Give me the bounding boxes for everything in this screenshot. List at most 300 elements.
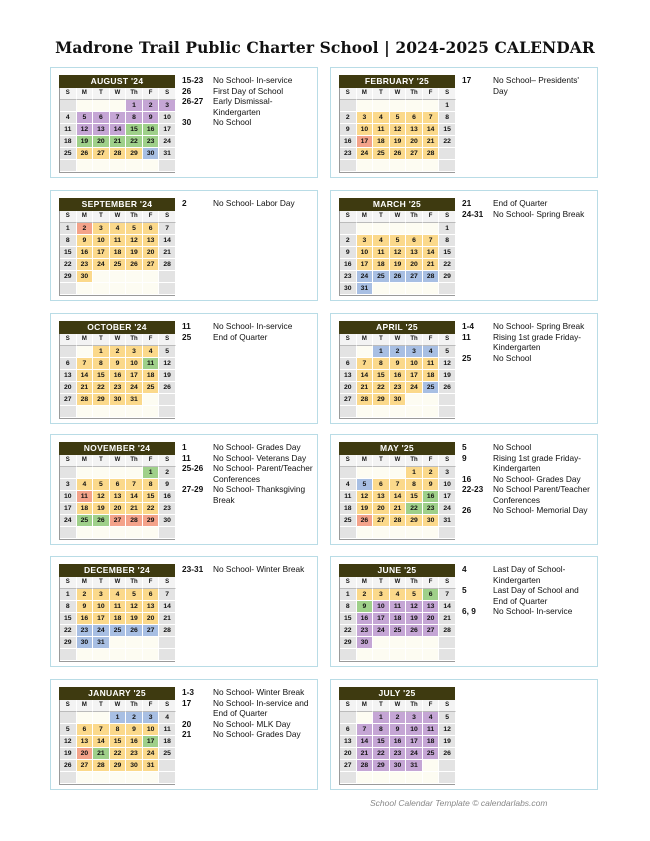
empty-day-cell	[373, 283, 390, 295]
day-cell: 16	[423, 491, 440, 503]
weekday-header: W	[390, 577, 407, 589]
empty-day-cell	[93, 271, 110, 283]
month-title: DECEMBER '24	[59, 564, 175, 577]
day-grid	[340, 211, 454, 295]
day-cell: 26	[93, 515, 110, 527]
note-date: 22-23	[462, 484, 484, 494]
day-cell: 16	[126, 736, 143, 748]
day-cell: 14	[77, 370, 94, 382]
day-cell: 12	[406, 601, 423, 613]
day-cell: 9	[340, 247, 357, 259]
day-cell: 10	[60, 491, 77, 503]
day-grid	[60, 577, 174, 661]
weekday-header: S	[439, 334, 456, 346]
weekday-header: S	[60, 455, 77, 467]
day-cell: 24	[406, 382, 423, 394]
day-cell: 17	[357, 259, 374, 271]
empty-day-cell	[390, 467, 407, 479]
day-cell: 2	[423, 467, 440, 479]
day-cell: 3	[60, 479, 77, 491]
note-item	[462, 75, 594, 96]
day-cell: 18	[423, 370, 440, 382]
empty-day-cell	[357, 467, 374, 479]
day-cell: 30	[357, 637, 374, 649]
month-block	[330, 434, 598, 545]
day-cell: 19	[77, 136, 94, 148]
day-cell: 25	[110, 625, 127, 637]
day-cell: 19	[357, 503, 374, 515]
empty-day-cell	[373, 223, 390, 235]
empty-day-cell	[93, 772, 110, 784]
empty-day-cell	[406, 649, 423, 661]
day-cell: 19	[60, 748, 77, 760]
day-cell: 13	[373, 491, 390, 503]
day-cell: 15	[340, 613, 357, 625]
empty-day-cell	[406, 100, 423, 112]
note-text: No School- Thanksgiving Break	[213, 484, 306, 505]
day-cell: 15	[373, 736, 390, 748]
month-calendar	[59, 442, 175, 540]
day-cell: 6	[423, 589, 440, 601]
day-cell: 10	[126, 358, 143, 370]
day-cell: 13	[406, 247, 423, 259]
empty-day-cell	[93, 283, 110, 295]
month-notes	[182, 687, 314, 740]
month-notes	[462, 321, 594, 363]
day-cell: 16	[77, 247, 94, 259]
weekday-header: S	[439, 88, 456, 100]
empty-day-cell	[423, 527, 440, 539]
month-calendar	[339, 198, 455, 296]
empty-day-cell	[340, 712, 357, 724]
day-cell: 16	[77, 613, 94, 625]
empty-day-cell	[423, 283, 440, 295]
empty-day-cell	[373, 406, 390, 418]
day-cell: 28	[159, 259, 176, 271]
weekday-header: Th	[406, 211, 423, 223]
month-notes	[182, 564, 314, 575]
empty-day-cell	[340, 346, 357, 358]
note-text: Last Day of School and End of Quarter	[493, 585, 579, 606]
empty-day-cell	[406, 406, 423, 418]
empty-day-cell	[60, 467, 77, 479]
month-notes	[182, 75, 314, 128]
weekday-header: Th	[126, 88, 143, 100]
empty-day-cell	[60, 649, 77, 661]
weekday-header: Th	[406, 334, 423, 346]
note-item	[182, 719, 314, 730]
weekday-header: S	[159, 334, 176, 346]
month-notes	[182, 321, 314, 342]
weekday-header: Th	[126, 455, 143, 467]
day-cell: 25	[390, 625, 407, 637]
day-cell: 11	[110, 601, 127, 613]
weekday-header: W	[110, 577, 127, 589]
day-cell: 11	[60, 124, 77, 136]
empty-day-cell	[373, 527, 390, 539]
weekday-header: T	[373, 577, 390, 589]
weekday-header: T	[93, 334, 110, 346]
day-cell: 20	[143, 247, 160, 259]
empty-day-cell	[77, 346, 94, 358]
day-cell: 11	[340, 491, 357, 503]
month-notes	[462, 198, 594, 219]
empty-day-cell	[357, 406, 374, 418]
day-cell: 6	[406, 112, 423, 124]
day-cell: 14	[93, 736, 110, 748]
note-item	[462, 353, 594, 364]
note-date: 25	[462, 352, 472, 363]
weekday-header: F	[143, 88, 160, 100]
weekday-header: W	[390, 211, 407, 223]
note-item	[462, 505, 594, 516]
month-title: SEPTEMBER '24	[59, 198, 175, 211]
day-cell: 1	[60, 223, 77, 235]
empty-day-cell	[373, 637, 390, 649]
day-cell: 4	[143, 346, 160, 358]
day-cell: 20	[93, 136, 110, 148]
day-cell: 29	[373, 760, 390, 772]
note-text: No School- Grades Day	[213, 729, 301, 739]
day-cell: 12	[390, 124, 407, 136]
month-notes	[462, 564, 594, 617]
note-text: No School	[493, 442, 532, 452]
month-notes	[462, 442, 594, 516]
day-grid	[340, 577, 454, 661]
day-cell: 3	[159, 100, 176, 112]
day-cell: 13	[93, 124, 110, 136]
note-date: 5	[462, 442, 467, 452]
day-cell: 8	[60, 601, 77, 613]
note-date: 17	[462, 75, 472, 85]
weekday-header: S	[159, 700, 176, 712]
empty-day-cell	[423, 649, 440, 661]
note-text: Early Dismissal- Kindergarten	[213, 96, 273, 117]
day-cell: 22	[439, 136, 456, 148]
day-cell: 1	[439, 100, 456, 112]
day-cell: 5	[126, 589, 143, 601]
empty-day-cell	[143, 271, 160, 283]
empty-day-cell	[110, 100, 127, 112]
day-grid	[340, 88, 454, 172]
empty-day-cell	[357, 649, 374, 661]
note-date: 2	[182, 198, 187, 208]
day-cell: 22	[406, 503, 423, 515]
day-cell: 14	[423, 124, 440, 136]
day-cell: 8	[143, 479, 160, 491]
month-calendar	[59, 564, 175, 662]
day-cell: 12	[390, 247, 407, 259]
day-cell: 15	[60, 247, 77, 259]
day-cell: 12	[77, 124, 94, 136]
note-text: First Day of School	[213, 85, 284, 96]
day-cell: 19	[439, 736, 456, 748]
note-date: 5	[462, 585, 467, 595]
empty-day-cell	[77, 160, 94, 172]
day-cell: 15	[406, 491, 423, 503]
day-cell: 25	[143, 382, 160, 394]
empty-day-cell	[439, 394, 456, 406]
weekday-header: W	[390, 334, 407, 346]
day-cell: 19	[439, 370, 456, 382]
day-grid	[60, 211, 174, 295]
note-text: No School- Spring Break	[493, 321, 585, 331]
note-item	[462, 453, 594, 474]
day-cell: 22	[60, 259, 77, 271]
day-cell: 31	[357, 283, 374, 295]
note-date: 1-4	[462, 321, 474, 331]
day-cell: 18	[423, 736, 440, 748]
day-cell: 3	[126, 346, 143, 358]
day-cell: 21	[126, 503, 143, 515]
note-text: No School Parent/Teacher Conferences	[493, 484, 590, 505]
day-cell: 13	[406, 124, 423, 136]
note-text: No School	[213, 117, 252, 127]
day-cell: 2	[110, 346, 127, 358]
empty-day-cell	[406, 160, 423, 172]
note-item	[462, 564, 594, 585]
weekday-header: W	[390, 455, 407, 467]
month-title: FEBRUARY '25	[339, 75, 455, 88]
day-cell: 7	[110, 112, 127, 124]
day-cell: 14	[159, 235, 176, 247]
empty-day-cell	[439, 406, 456, 418]
day-cell: 19	[390, 259, 407, 271]
weekday-header: S	[159, 88, 176, 100]
day-cell: 5	[357, 479, 374, 491]
day-cell: 14	[423, 247, 440, 259]
day-cell: 28	[357, 394, 374, 406]
empty-day-cell	[373, 160, 390, 172]
empty-day-cell	[143, 406, 160, 418]
day-cell: 13	[143, 601, 160, 613]
day-cell: 5	[93, 479, 110, 491]
day-cell: 26	[439, 748, 456, 760]
day-cell: 21	[423, 259, 440, 271]
month-title: JANUARY '25	[59, 687, 175, 700]
month-title: MARCH '25	[339, 198, 455, 211]
day-cell: 30	[126, 760, 143, 772]
day-cell: 17	[357, 136, 374, 148]
note-text: No School- In-service	[213, 75, 293, 85]
day-cell: 12	[439, 724, 456, 736]
note-date: 26-27	[182, 96, 204, 106]
weekday-header: F	[143, 334, 160, 346]
empty-day-cell	[340, 100, 357, 112]
day-cell: 17	[126, 370, 143, 382]
empty-day-cell	[159, 283, 176, 295]
day-cell: 18	[77, 503, 94, 515]
day-cell: 21	[423, 136, 440, 148]
empty-day-cell	[126, 160, 143, 172]
day-cell: 27	[143, 259, 160, 271]
empty-day-cell	[423, 160, 440, 172]
day-cell: 11	[159, 724, 176, 736]
day-cell: 8	[373, 358, 390, 370]
empty-day-cell	[340, 467, 357, 479]
month-calendar	[59, 687, 175, 785]
note-item	[182, 75, 314, 86]
day-cell: 9	[357, 601, 374, 613]
day-cell: 25	[60, 148, 77, 160]
empty-day-cell	[60, 712, 77, 724]
note-text: No School– Presidents' Day	[493, 75, 579, 96]
weekday-header: S	[340, 577, 357, 589]
day-cell: 24	[93, 259, 110, 271]
day-cell: 1	[406, 467, 423, 479]
day-cell: 13	[110, 491, 127, 503]
note-text: Last Day of School- Kindergarten	[493, 564, 566, 585]
weekday-header: W	[110, 334, 127, 346]
note-date: 21	[462, 198, 472, 208]
weekday-header: S	[159, 455, 176, 467]
empty-day-cell	[126, 271, 143, 283]
note-date: 26	[182, 85, 192, 96]
day-cell: 4	[340, 479, 357, 491]
day-cell: 27	[423, 625, 440, 637]
day-cell: 23	[77, 625, 94, 637]
day-cell: 8	[439, 112, 456, 124]
month-calendar	[59, 198, 175, 296]
day-cell: 28	[423, 271, 440, 283]
day-cell: 3	[357, 235, 374, 247]
weekday-header: S	[60, 334, 77, 346]
day-cell: 21	[159, 613, 176, 625]
day-cell: 5	[406, 589, 423, 601]
day-cell: 6	[143, 589, 160, 601]
day-cell: 12	[93, 491, 110, 503]
day-cell: 22	[373, 382, 390, 394]
day-cell: 2	[390, 346, 407, 358]
day-cell: 24	[406, 748, 423, 760]
day-grid	[60, 700, 174, 784]
day-cell: 9	[77, 235, 94, 247]
weekday-header: S	[340, 455, 357, 467]
weekday-header: F	[423, 455, 440, 467]
day-cell: 30	[423, 515, 440, 527]
weekday-header: S	[340, 211, 357, 223]
day-cell: 4	[110, 589, 127, 601]
day-cell: 7	[93, 724, 110, 736]
empty-day-cell	[143, 394, 160, 406]
day-cell: 18	[143, 370, 160, 382]
empty-day-cell	[406, 394, 423, 406]
empty-day-cell	[60, 283, 77, 295]
weekday-header: S	[340, 700, 357, 712]
day-cell: 9	[390, 358, 407, 370]
empty-day-cell	[60, 160, 77, 172]
note-item	[462, 209, 594, 220]
empty-day-cell	[126, 406, 143, 418]
day-cell: 6	[406, 235, 423, 247]
note-item	[462, 321, 594, 332]
note-text: No School- Winter Break	[213, 687, 305, 697]
day-cell: 30	[390, 394, 407, 406]
day-cell: 13	[423, 601, 440, 613]
day-cell: 26	[60, 760, 77, 772]
day-cell: 15	[110, 736, 127, 748]
day-cell: 9	[390, 724, 407, 736]
note-item	[462, 332, 594, 353]
day-cell: 24	[60, 515, 77, 527]
empty-day-cell	[159, 527, 176, 539]
weekday-header: Th	[406, 455, 423, 467]
day-cell: 18	[373, 136, 390, 148]
day-cell: 9	[423, 479, 440, 491]
day-cell: 27	[110, 515, 127, 527]
day-cell: 29	[93, 394, 110, 406]
empty-day-cell	[93, 467, 110, 479]
day-cell: 11	[77, 491, 94, 503]
day-cell: 15	[373, 370, 390, 382]
weekday-header: S	[60, 88, 77, 100]
day-cell: 21	[357, 748, 374, 760]
empty-day-cell	[340, 649, 357, 661]
empty-day-cell	[77, 527, 94, 539]
day-cell: 25	[77, 515, 94, 527]
weekday-header: S	[60, 700, 77, 712]
note-date: 16	[462, 473, 472, 484]
empty-day-cell	[439, 160, 456, 172]
note-date: 30	[182, 117, 192, 127]
weekday-header: Th	[126, 577, 143, 589]
day-cell: 29	[110, 760, 127, 772]
day-cell: 4	[423, 712, 440, 724]
note-date: 4	[462, 564, 467, 574]
empty-day-cell	[390, 649, 407, 661]
day-cell: 28	[93, 760, 110, 772]
note-date: 11	[462, 331, 471, 342]
day-cell: 14	[439, 601, 456, 613]
day-cell: 14	[357, 736, 374, 748]
empty-day-cell	[77, 649, 94, 661]
empty-day-cell	[93, 649, 110, 661]
day-cell: 28	[423, 148, 440, 160]
day-cell: 18	[60, 136, 77, 148]
empty-day-cell	[60, 100, 77, 112]
note-date: 23-31	[182, 564, 204, 574]
day-cell: 26	[406, 625, 423, 637]
day-cell: 23	[126, 748, 143, 760]
empty-day-cell	[373, 100, 390, 112]
empty-day-cell	[93, 406, 110, 418]
note-date: 27-29	[182, 484, 204, 494]
empty-day-cell	[423, 394, 440, 406]
note-date: 20	[182, 718, 192, 729]
day-cell: 11	[423, 358, 440, 370]
day-cell: 25	[373, 271, 390, 283]
month-block	[330, 313, 598, 424]
month-block	[330, 679, 598, 790]
day-cell: 28	[357, 760, 374, 772]
month-title: AUGUST '24	[59, 75, 175, 88]
note-item	[462, 198, 594, 209]
note-item	[182, 321, 314, 332]
weekday-header: S	[439, 211, 456, 223]
note-date: 17	[182, 697, 192, 708]
day-cell: 17	[93, 613, 110, 625]
note-date: 24-31	[462, 208, 484, 219]
day-cell: 5	[60, 724, 77, 736]
day-cell: 13	[60, 370, 77, 382]
empty-day-cell	[93, 527, 110, 539]
empty-day-cell	[159, 637, 176, 649]
day-cell: 7	[77, 358, 94, 370]
month-block	[330, 556, 598, 667]
day-cell: 26	[390, 148, 407, 160]
empty-day-cell	[77, 467, 94, 479]
day-cell: 19	[159, 370, 176, 382]
